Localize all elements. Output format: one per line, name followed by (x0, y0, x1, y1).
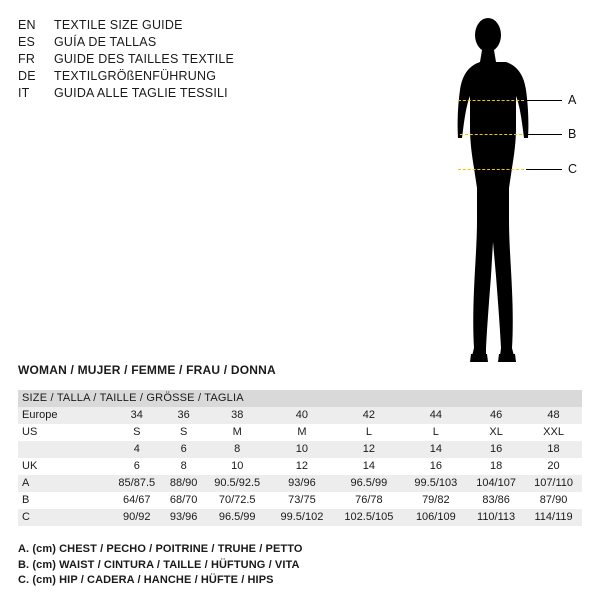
language-row (18, 85, 348, 102)
cell: 99.5/103 (405, 475, 468, 492)
cell: 8 (204, 441, 271, 458)
cell: 10 (204, 458, 271, 475)
measurement-notes (18, 542, 578, 589)
cell: 38 (204, 407, 271, 424)
cell: L (333, 424, 404, 441)
cell: 4 (110, 441, 164, 458)
cell: 96.5/99 (204, 509, 271, 526)
cell: 70/72.5 (204, 492, 271, 509)
measure-letter-a: A (568, 93, 577, 107)
table-row (18, 458, 582, 475)
table-row (18, 509, 582, 526)
cell: 8 (164, 458, 204, 475)
cell: 46 (467, 407, 525, 424)
table-row (18, 441, 582, 458)
cell: 48 (525, 407, 582, 424)
language-row (18, 51, 348, 68)
cell: XL (467, 424, 525, 441)
cell: 16 (405, 458, 468, 475)
cell: 14 (333, 458, 404, 475)
cell: 90.5/92.5 (204, 475, 271, 492)
cell: 114/119 (525, 509, 582, 526)
measure-letter-b: B (568, 127, 577, 141)
row-label: Europe (18, 407, 110, 424)
table-header-label: SIZE / TALLA / TAILLE / GRÖSSE / TAGLIA (18, 390, 582, 407)
language-label: GUIDA ALLE TAGLIE TESSILI (54, 86, 228, 100)
cell: 102.5/105 (333, 509, 404, 526)
cell: 20 (525, 458, 582, 475)
language-code: EN (18, 18, 36, 32)
cell: 87/90 (525, 492, 582, 509)
row-label: C (18, 509, 110, 526)
cell: S (110, 424, 164, 441)
language-label: GUIDE DES TAILLES TEXTILE (54, 52, 235, 66)
note-waist: B. (cm) WAIST / CINTURA / TAILLE / HÜFTUNG / VITA (18, 558, 300, 571)
table-header-row (18, 390, 582, 407)
cell: 64/67 (110, 492, 164, 509)
note-chest: A. (cm) CHEST / PECHO / POITRINE / TRUHE / PETTO (18, 543, 303, 555)
language-row (18, 34, 348, 51)
language-code: IT (18, 86, 30, 100)
group-title: WOMAN / MUJER / FEMME / FRAU / DONNA (18, 363, 276, 377)
table-row (18, 407, 582, 424)
cell: 85/87.5 (110, 475, 164, 492)
cell: 12 (271, 458, 334, 475)
cell: 18 (467, 458, 525, 475)
cell: M (204, 424, 271, 441)
language-row (18, 17, 348, 34)
waist-guide-line (460, 134, 522, 135)
cell: 96.5/99 (333, 475, 404, 492)
hip-guide-line (458, 169, 524, 170)
table-row (18, 424, 582, 441)
cell: 104/107 (467, 475, 525, 492)
table-row (18, 492, 582, 509)
measure-letter-c: C (568, 162, 578, 176)
cell: 73/75 (271, 492, 334, 509)
row-label: A (18, 475, 110, 492)
cell: XXL (525, 424, 582, 441)
cell: 90/92 (110, 509, 164, 526)
cell: 68/70 (164, 492, 204, 509)
cell: 110/113 (467, 509, 525, 526)
cell: 107/110 (525, 475, 582, 492)
language-list (18, 17, 348, 102)
cell: 12 (333, 441, 404, 458)
cell: 79/82 (405, 492, 468, 509)
cell: 14 (405, 441, 468, 458)
cell: 93/96 (164, 509, 204, 526)
cell: 16 (467, 441, 525, 458)
cell: 76/78 (333, 492, 404, 509)
language-label: TEXTILE SIZE GUIDE (54, 18, 183, 32)
chest-guide-line (458, 100, 524, 101)
cell: 10 (271, 441, 334, 458)
language-code: ES (18, 35, 36, 49)
language-code: DE (18, 69, 36, 83)
chest-leader-line (526, 100, 562, 101)
cell: 36 (164, 407, 204, 424)
row-label: B (18, 492, 110, 509)
cell: 83/86 (467, 492, 525, 509)
size-table (18, 390, 582, 526)
cell: 88/90 (164, 475, 204, 492)
cell: 42 (333, 407, 404, 424)
cell: 40 (271, 407, 334, 424)
table-row (18, 475, 582, 492)
cell: 6 (110, 458, 164, 475)
cell: 106/109 (405, 509, 468, 526)
cell: 6 (164, 441, 204, 458)
cell: 99.5/102 (271, 509, 334, 526)
language-row (18, 68, 348, 85)
language-code: FR (18, 52, 36, 66)
language-label: GUÍA DE TALLAS (54, 35, 157, 49)
language-label: TEXTILGRÖßENFÜHRUNG (54, 69, 217, 83)
cell: L (405, 424, 468, 441)
cell: 44 (405, 407, 468, 424)
cell: 93/96 (271, 475, 334, 492)
note-hip: C. (cm) HIP / CADERA / HANCHE / HÜFTE / HIPS (18, 574, 274, 586)
row-label: US (18, 424, 110, 441)
hip-leader-line (526, 169, 562, 170)
cell: 34 (110, 407, 164, 424)
female-silhouette-icon (430, 10, 590, 370)
figure-area (430, 10, 590, 370)
row-label (18, 441, 110, 458)
row-label: UK (18, 458, 110, 475)
cell: S (164, 424, 204, 441)
cell: M (271, 424, 334, 441)
waist-leader-line (524, 134, 562, 135)
cell: 18 (525, 441, 582, 458)
